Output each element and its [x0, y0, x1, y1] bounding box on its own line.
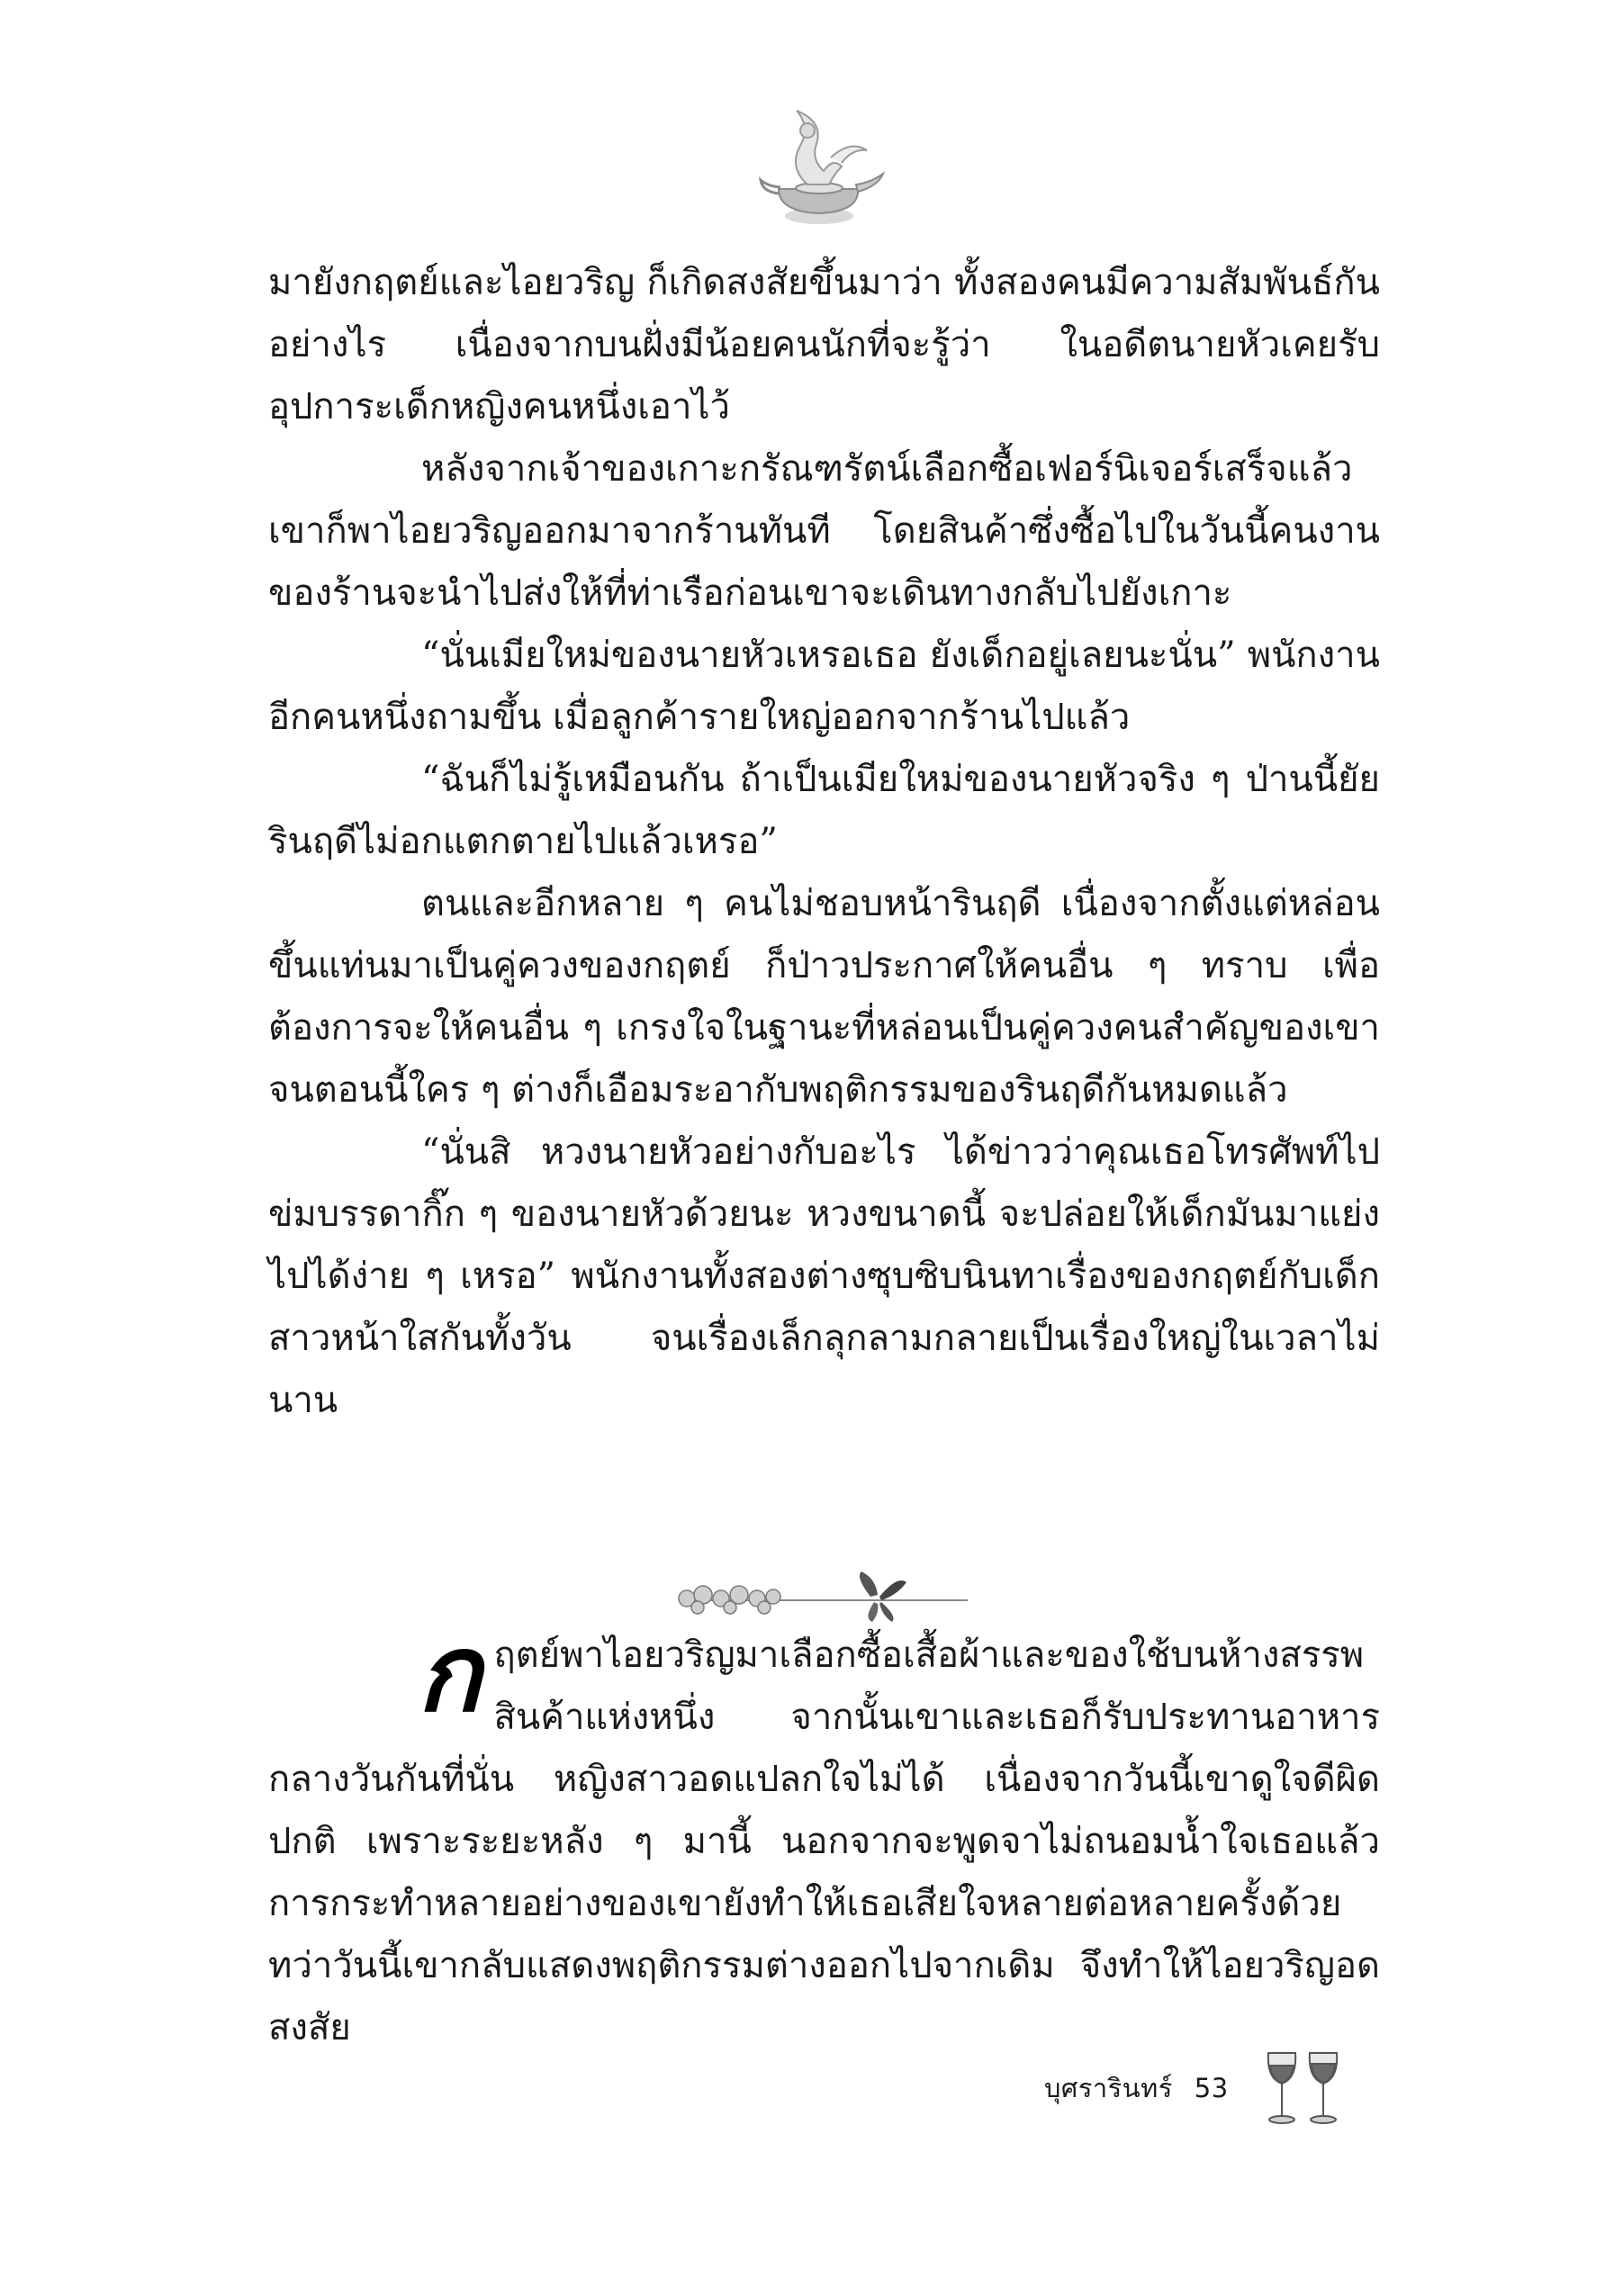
paragraph: มายังกฤตย์และไอยวริญ ก็เกิดสงสัยขึ้นมาว่า ทั้งสองคนมีความสัมพันธ์กันอย่างไร เนื่องจากบนฝั่งมีน้อยคนนักที่จะรู้ว่า ในอดีตนายหัวเคยรับอุปการะเด็กหญิงคนหนึ่งเอาไว้ [268, 262, 1380, 428]
genie-lamp-icon [752, 104, 887, 234]
flower-butterfly-divider-icon [671, 1566, 977, 1629]
page-footer [1044, 2052, 1349, 2124]
text-section-bottom [268, 1611, 1380, 2059]
paragraph [268, 1611, 1380, 2059]
drop-cap: ก [417, 1611, 482, 1735]
wine-glasses-icon [1259, 2048, 1349, 2129]
paragraph: “นั่นสิ หวงนายหัวอย่างกับอะไร ได้ข่าวว่าคุณเธอโทรศัพท์ไปข่มบรรดากิ๊ก ๆ ของนายหัวด้วยนะ หวงขนาดนี้ จะปล่อยให้เด็กมันมาแย่งไปได้ง่าย ๆ เหรอ” พนักงานทั้งสองต่างซุบซิบนินทาเรื่องของกฤตย์กับเด็กสาวหน้าใสกันทั้งวัน จนเรื่องเล็กลุกลามกลายเป็นเรื่องใหญ่ในเวลาไม่นาน [268, 1131, 1380, 1421]
paragraph-text: ฤตย์พาไอยวริญมาเลือกซื้อเสื้อผ้าและของใช้บนห้างสรรพสินค้าแห่งหนึ่ง จากนั้นเขาและเธอก็รับประทานอาหารกลางวันกันที่นั่น หญิงสาวอดแปลกใจไม่ได้ เนื่องจากวันนี้เขาดูใจดีผิดปกติ เพราะระยะหลัง ๆ มานี้ นอกจากจะพูดจาไม่ถนอมน้ำใจเธอแล้ว การกระทำหลายอย่างของเขายังทำให้เธอเสียใจหลายต่อหลายครั้งด้วย ทว่าวันนี้เขากลับแสดงพฤติกรรมต่างออกไปจากเดิม จึงทำให้ไอยวริญอดสงสัย [268, 1634, 1380, 2048]
paragraph: “ฉันก็ไม่รู้เหมือนกัน ถ้าเป็นเมียใหม่ของนายหัวจริง ๆ ป่านนี้ยัยรินฤดีไม่อกแตกตายไปแล้วเหรอ” [268, 759, 1380, 862]
text-section-top [268, 252, 1380, 1432]
paragraph: ตนและอีกหลาย ๆ คนไม่ชอบหน้ารินฤดี เนื่องจากตั้งแต่หล่อนขึ้นแท่นมาเป็นคู่ควงของกฤตย์ ก็ป่าวประกาศให้คนอื่น ๆ ทราบ เพื่อต้องการจะให้คนอื่น ๆ เกรงใจในฐานะที่หล่อนเป็นคู่ควงคนสำคัญของเขา จนตอนนี้ใคร ๆ ต่างก็เอือมระอากับพฤติกรรมของรินฤดีกันหมดแล้ว [268, 883, 1380, 1111]
paragraph: หลังจากเจ้าของเกาะกรัณฑรัตน์เลือกซื้อเฟอร์นิเจอร์เสร็จแล้ว เขาก็พาไอยวริญออกมาจากร้านทันที โดยสินค้าซึ่งซื้อไปในวันนี้คนงานของร้านจะนำไปส่งให้ที่ท่าเรือก่อนเขาจะเดินทางกลับไปยังเกาะ [268, 448, 1380, 614]
paragraph: “นั่นเมียใหม่ของนายหัวเหรอเธอ ยังเด็กอยู่เลยนะนั่น” พนักงานอีกคนหนึ่งถามขึ้น เมื่อลูกค้ารายใหญ่ออกจากร้านไปแล้ว [268, 635, 1380, 738]
author-name: บุศรารินทร์ [1044, 2073, 1173, 2103]
page-number: 53 [1194, 2073, 1229, 2103]
